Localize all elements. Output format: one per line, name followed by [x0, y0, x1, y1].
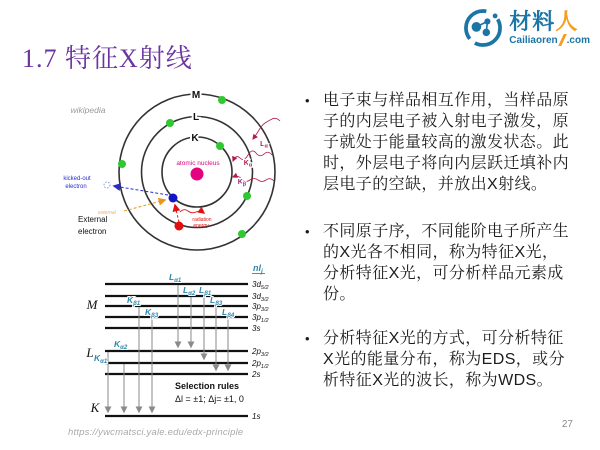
wikipedia-credit: wikipedia: [70, 105, 106, 115]
label-3d52: $3d_{5/2}$: [252, 280, 269, 291]
t-lb3: $L_{\beta 3}$: [210, 295, 223, 307]
bullet-text-3: [323, 328, 565, 391]
levels-shell-k: K: [90, 400, 100, 415]
kicked-out-label-1: kicked-out: [63, 176, 91, 182]
bullet-text-1: [323, 90, 569, 195]
bullet-line: 层电子的空缺，并放出X射线。: [323, 176, 548, 193]
slide-title: 1.7 特征X射线: [22, 44, 193, 73]
label-2p32: $2p_{3/2}$: [252, 347, 269, 358]
bullet-marker: •: [305, 224, 310, 239]
bullet-marker: •: [305, 331, 310, 346]
cailiaoren-logo: [461, 6, 590, 50]
atom-shell-l-label: L: [192, 112, 200, 123]
photon-kb-label: $K_\beta$: [237, 179, 247, 188]
selection-rules-title: Selection rules: [175, 381, 240, 391]
logo-en-name: [509, 34, 590, 46]
t-la1: $L_{\alpha 1}$: [169, 272, 182, 284]
logo-zh-name: [509, 8, 590, 34]
page-number: 27: [561, 419, 573, 430]
external-label-1: External: [78, 215, 108, 224]
electron-green: [218, 96, 226, 104]
logo-slash-shape: [558, 34, 567, 46]
bullet-line: 的X光各不相同，称为特征X光，: [323, 244, 559, 261]
electron-green: [238, 230, 246, 238]
cailiaoren-logo-icon: [461, 6, 505, 50]
l-to-k-transition-arrow: [175, 205, 179, 222]
bullet-line: 分析特征X光的方式，可分析特征: [323, 330, 564, 347]
bullet-line: 子就处于能量较高的激发状态。此: [323, 134, 570, 151]
label-2p12: $2p_{1/2}$: [252, 359, 269, 370]
atom-shell-k-label: K: [191, 133, 199, 144]
energy-level-diagram: [85, 263, 268, 421]
electron-red-l: [175, 222, 184, 231]
bullet-line: 分析特征X光，可分析样品元素成: [323, 265, 564, 282]
nucleus: [191, 168, 204, 181]
logo-zh-main: 材料: [509, 8, 556, 34]
label-2s: 2s: [252, 370, 261, 379]
bullet-item-3: [305, 328, 587, 391]
electron-green: [166, 119, 174, 127]
label-3s: 3s: [252, 324, 261, 333]
levels-shell-l: L: [86, 345, 94, 360]
logo-dot: [472, 22, 482, 32]
photon-ka-label: $K_\alpha$: [243, 160, 253, 169]
atom-shell-m-label: M: [191, 90, 201, 101]
electron-green: [243, 192, 251, 200]
bullet-line: 时，外层电子将向内层跃迁填补内: [323, 155, 570, 172]
logo-dot: [485, 18, 491, 24]
bullet-line: X光的能量分布，称为EDS，或分: [323, 351, 565, 368]
photon-la-label: $L_\alpha$: [260, 141, 268, 150]
radiation-label-1: radiation: [192, 217, 212, 223]
bullet-item-1: [305, 90, 587, 195]
electron-green: [118, 160, 126, 168]
bullet-line: 电子束与样品相互作用，当样品原: [323, 92, 570, 109]
kicked-out-label-2: electron: [65, 184, 87, 190]
xray-figure: [50, 85, 300, 445]
label-3p12: $3p_{1/2}$: [252, 313, 269, 324]
label-1s: 1s: [252, 412, 261, 421]
atom-diagram: [63, 90, 280, 250]
external-faint-label: external: [98, 210, 116, 216]
t-la2: $L_{\alpha 2}$: [183, 285, 196, 297]
bullet-line: 子的内层电子被入射电子激发，原: [323, 113, 570, 130]
external-label-2: electron: [78, 227, 107, 236]
level-labels: [251, 280, 269, 421]
logo-dot: [493, 13, 498, 18]
k-alpha-photon-wave: [233, 151, 272, 161]
radiation-energy-wave: [180, 210, 204, 213]
bullet-item-2: [305, 221, 587, 305]
selection-rules-formula: Δl = ±1; Δj= ±1, 0: [175, 394, 244, 404]
radiation-label-2: energy: [193, 223, 209, 229]
logo-text: [509, 8, 590, 46]
kicked-out-electron-circle: [104, 182, 110, 188]
t-kb1: $K_{\beta 1}$: [127, 295, 141, 307]
bullet-line: 析特征X光的波长，称为WDS。: [323, 372, 554, 389]
logo-en-suffix: .com: [566, 34, 590, 46]
nlj-header: $nl_j$: [253, 263, 263, 275]
label-3d32: $3d_{3/2}$: [252, 292, 269, 303]
t-lb4: $L_{\beta 4}$: [222, 307, 235, 319]
bullet-line: 份。: [323, 286, 356, 303]
logo-dot: [483, 29, 490, 36]
levels-shell-m: M: [86, 297, 98, 312]
bullet-list: [305, 90, 587, 417]
label-3p32: $3p_{3/2}$: [252, 302, 269, 313]
bullet-marker: •: [305, 93, 310, 108]
t-kb3: $K_{\beta 3}$: [145, 307, 159, 319]
electron-green: [216, 142, 224, 150]
bullet-line: 不同原子序，不同能阶电子所产生: [323, 223, 570, 240]
logo-zh-accent: 人: [555, 8, 579, 34]
electron-blue-k-vacancy: [169, 194, 178, 203]
t-ka1: $K_{\alpha 1}$: [94, 353, 108, 365]
source-url: https://ywcmatsci.yale.edu/edx-principle: [68, 427, 244, 438]
external-electron-arrow: [124, 200, 165, 211]
logo-en-main: Cailiaoren: [509, 34, 558, 46]
t-lb1: $L_{\beta 1}$: [199, 285, 212, 297]
bullet-text-2: [323, 221, 569, 305]
t-ka2: $K_{\alpha 2}$: [114, 339, 128, 351]
nucleus-label: atomic nucleus: [176, 160, 220, 167]
